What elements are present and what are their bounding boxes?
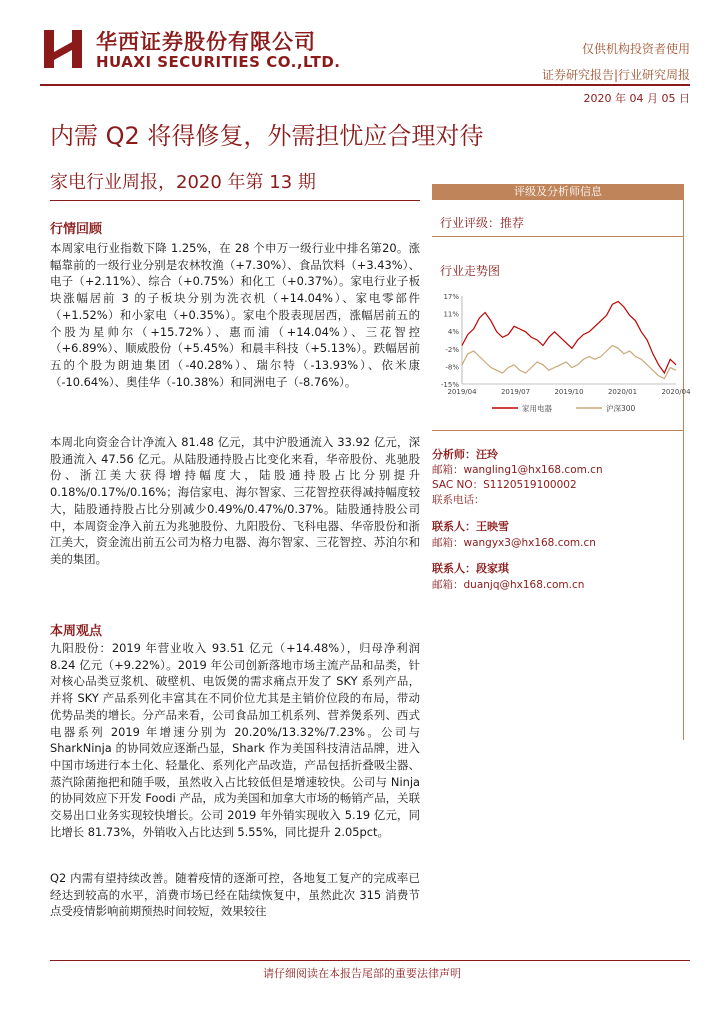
analyst-phone: 联系电话： [432,494,485,506]
y-tick-label: 11% [443,310,459,319]
industry-rating: 行业评级：推荐 [440,216,525,230]
sidebar-banner: 评级及分析师信息 [432,184,684,200]
sidebar-border [683,200,684,740]
industry-trend-chart [432,286,691,426]
legend-label: 沪深300 [606,404,636,413]
report-date: 2020 年 04 月 05 日 [583,92,690,105]
views-paragraph-2: Q2 内需有望持续改善。随着疫情的逐渐可控，各地复工复产的完成率已经达到较高的水平，消费市场已经在陆续恢复中，虽然此次 315 消费节点受疫情影响前期预热时间较短，效果较往 [50,871,420,919]
huaxi-logo-icon [40,26,86,72]
contact-name-1: 联系人：王映雪 [432,520,509,533]
page-title: 内需 Q2 将得修复，外需担忧应合理对待 [50,122,484,150]
page-subtitle: 家电行业周报，2020 年第 13 期 [50,172,316,193]
analyst-name: 分析师：汪玲 [432,448,498,461]
analyst-email: 邮箱：wangling1@hx168.com.cn [432,464,603,476]
x-tick-label: 2019/10 [554,388,584,396]
legend-label: 家用电器 [522,404,552,413]
analyst-sac-no: SAC NO：S1120519100002 [432,479,577,491]
investor-disclaimer: 仅供机构投资者使用 [581,42,690,56]
legal-notice: 请仔细阅读在本报告尾部的重要法律声明 [263,967,461,980]
x-tick-label: 2020/04 [661,388,691,396]
views-paragraph-1: 九阳股份：2019 年营业收入 93.51 亿元（+14.48%），归母净利润 8.24 亿元（+9.22%）。2019 年公司创新落地市场主流产品和品类，针对核心品类豆浆机、破壁机、电饭煲的需求痛点开发了 SKY 系列产品，并将 SKY 产品系列化丰富其在不同价位尤其是主销价位段的布局，带动优势品类的增长。分产品来看，公司食品加工机系列、营养煲系列、西式电器系列 2019 年增速分别为 20.20%/13.32%/7.23%。公司与 SharkNinja 的协同效应逐渐凸显，Shark 作为美国科技清洁品牌，进入中国市场进行本土化、轻量化、系列化产品改造，产品包括折叠吸尘器、蒸汽除菌拖把和随手吸，虽然收入占比较低但是增速较快。公司与 Ninja 的协同效应下开发 Foodi 产品，成为美国和加拿大市场的畅销产品，关联交易出口业务实现较快增长。公司 2019 年外销实现收入 5.19 亿元，同比增长 81.73%，外销收入占比达到 5.55%，同比提升 2.05pct。 [50,641,420,839]
report-type: 证券研究报告|行业研究周报 [541,68,690,82]
footer-divider [50,960,690,961]
subtitle-divider [50,200,420,201]
x-tick-label: 2019/04 [447,388,477,396]
header-divider [40,84,690,86]
y-tick-label: -15% [440,381,459,389]
market-review-paragraph-2: 本周北向资金合计净流入 81.48 亿元，其中沪股通流入 33.92 亿元，深股通流入 47.56 亿元。从陆股通持股占比变化来看，华帝股份、兆驰股份、浙江美大获得增持幅度大，陆股通持股占比分别提升 0.18%/0.17%/0.16%；海信家电、海尔智家、三花智控获得减持幅度较大，陆股通持股占比分别减少0.49%/0.47%/0.37%。陆股通持股公司中，本周资金净入前五为兆驰股份、九阳股份、飞科电器、华帝股份和浙江美大，资金流出前五公司为格力电器、海尔智家、三花智控、苏泊尔和美的集团。 [50,435,420,566]
series-line [462,346,676,379]
x-tick-label: 2020/01 [607,388,638,396]
contact-email-2: 邮箱：duanjq@hx168.com.cn [432,579,585,591]
section-heading-market-review: 行情回顾 [50,222,103,237]
contact-email-1: 邮箱：wangyx3@hx168.com.cn [432,537,596,549]
section-heading-views: 本周观点 [50,624,103,639]
x-tick-label: 2019/07 [500,388,531,396]
sidebar-divider [432,236,684,237]
y-tick-label: 17% [443,293,459,301]
trend-chart-title: 行业走势图 [440,264,501,278]
company-name-en: HUAXI SECURITIES CO.,LTD. [96,53,341,71]
company-name-cn: 华西证券股份有限公司 [96,30,316,54]
y-tick-label: -2% [445,345,459,354]
y-tick-label: -8% [445,363,459,372]
market-review-paragraph-1: 本周家电行业指数下降 1.25%，在 28 个申万一级行业中排名第20。涨幅靠前的一级行业分别是农林牧渔（+7.30%）、食品饮料（+3.43%）、电子（+2.11%）、综合（+0.75%）和化工（+0.37%）。家电行业子板块涨幅居前 3 的子板块分别为洗衣机（+14.04%）、家电零部件（+1.52%）和小家电（+0.35%）。家电个股表现居西，涨幅居前五的个股为星帅尔（+15.72%）、惠而浦（+14.04%）、三花智控（+6.89%）、顺威股份（+5.45%）和晨丰科技（+5.13%）。跌幅居前五的个股为朗迪集团（-40.28%）、瑞尔特（-13.93%）、依米康（-10.64%）、奥佳华（-10.38%）和同洲电子（-8.76%）。 [50,241,420,389]
contact-name-2: 联系人：段家琪 [432,562,509,575]
sidebar-divider-2 [432,430,684,431]
y-tick-label: 4% [447,328,459,337]
